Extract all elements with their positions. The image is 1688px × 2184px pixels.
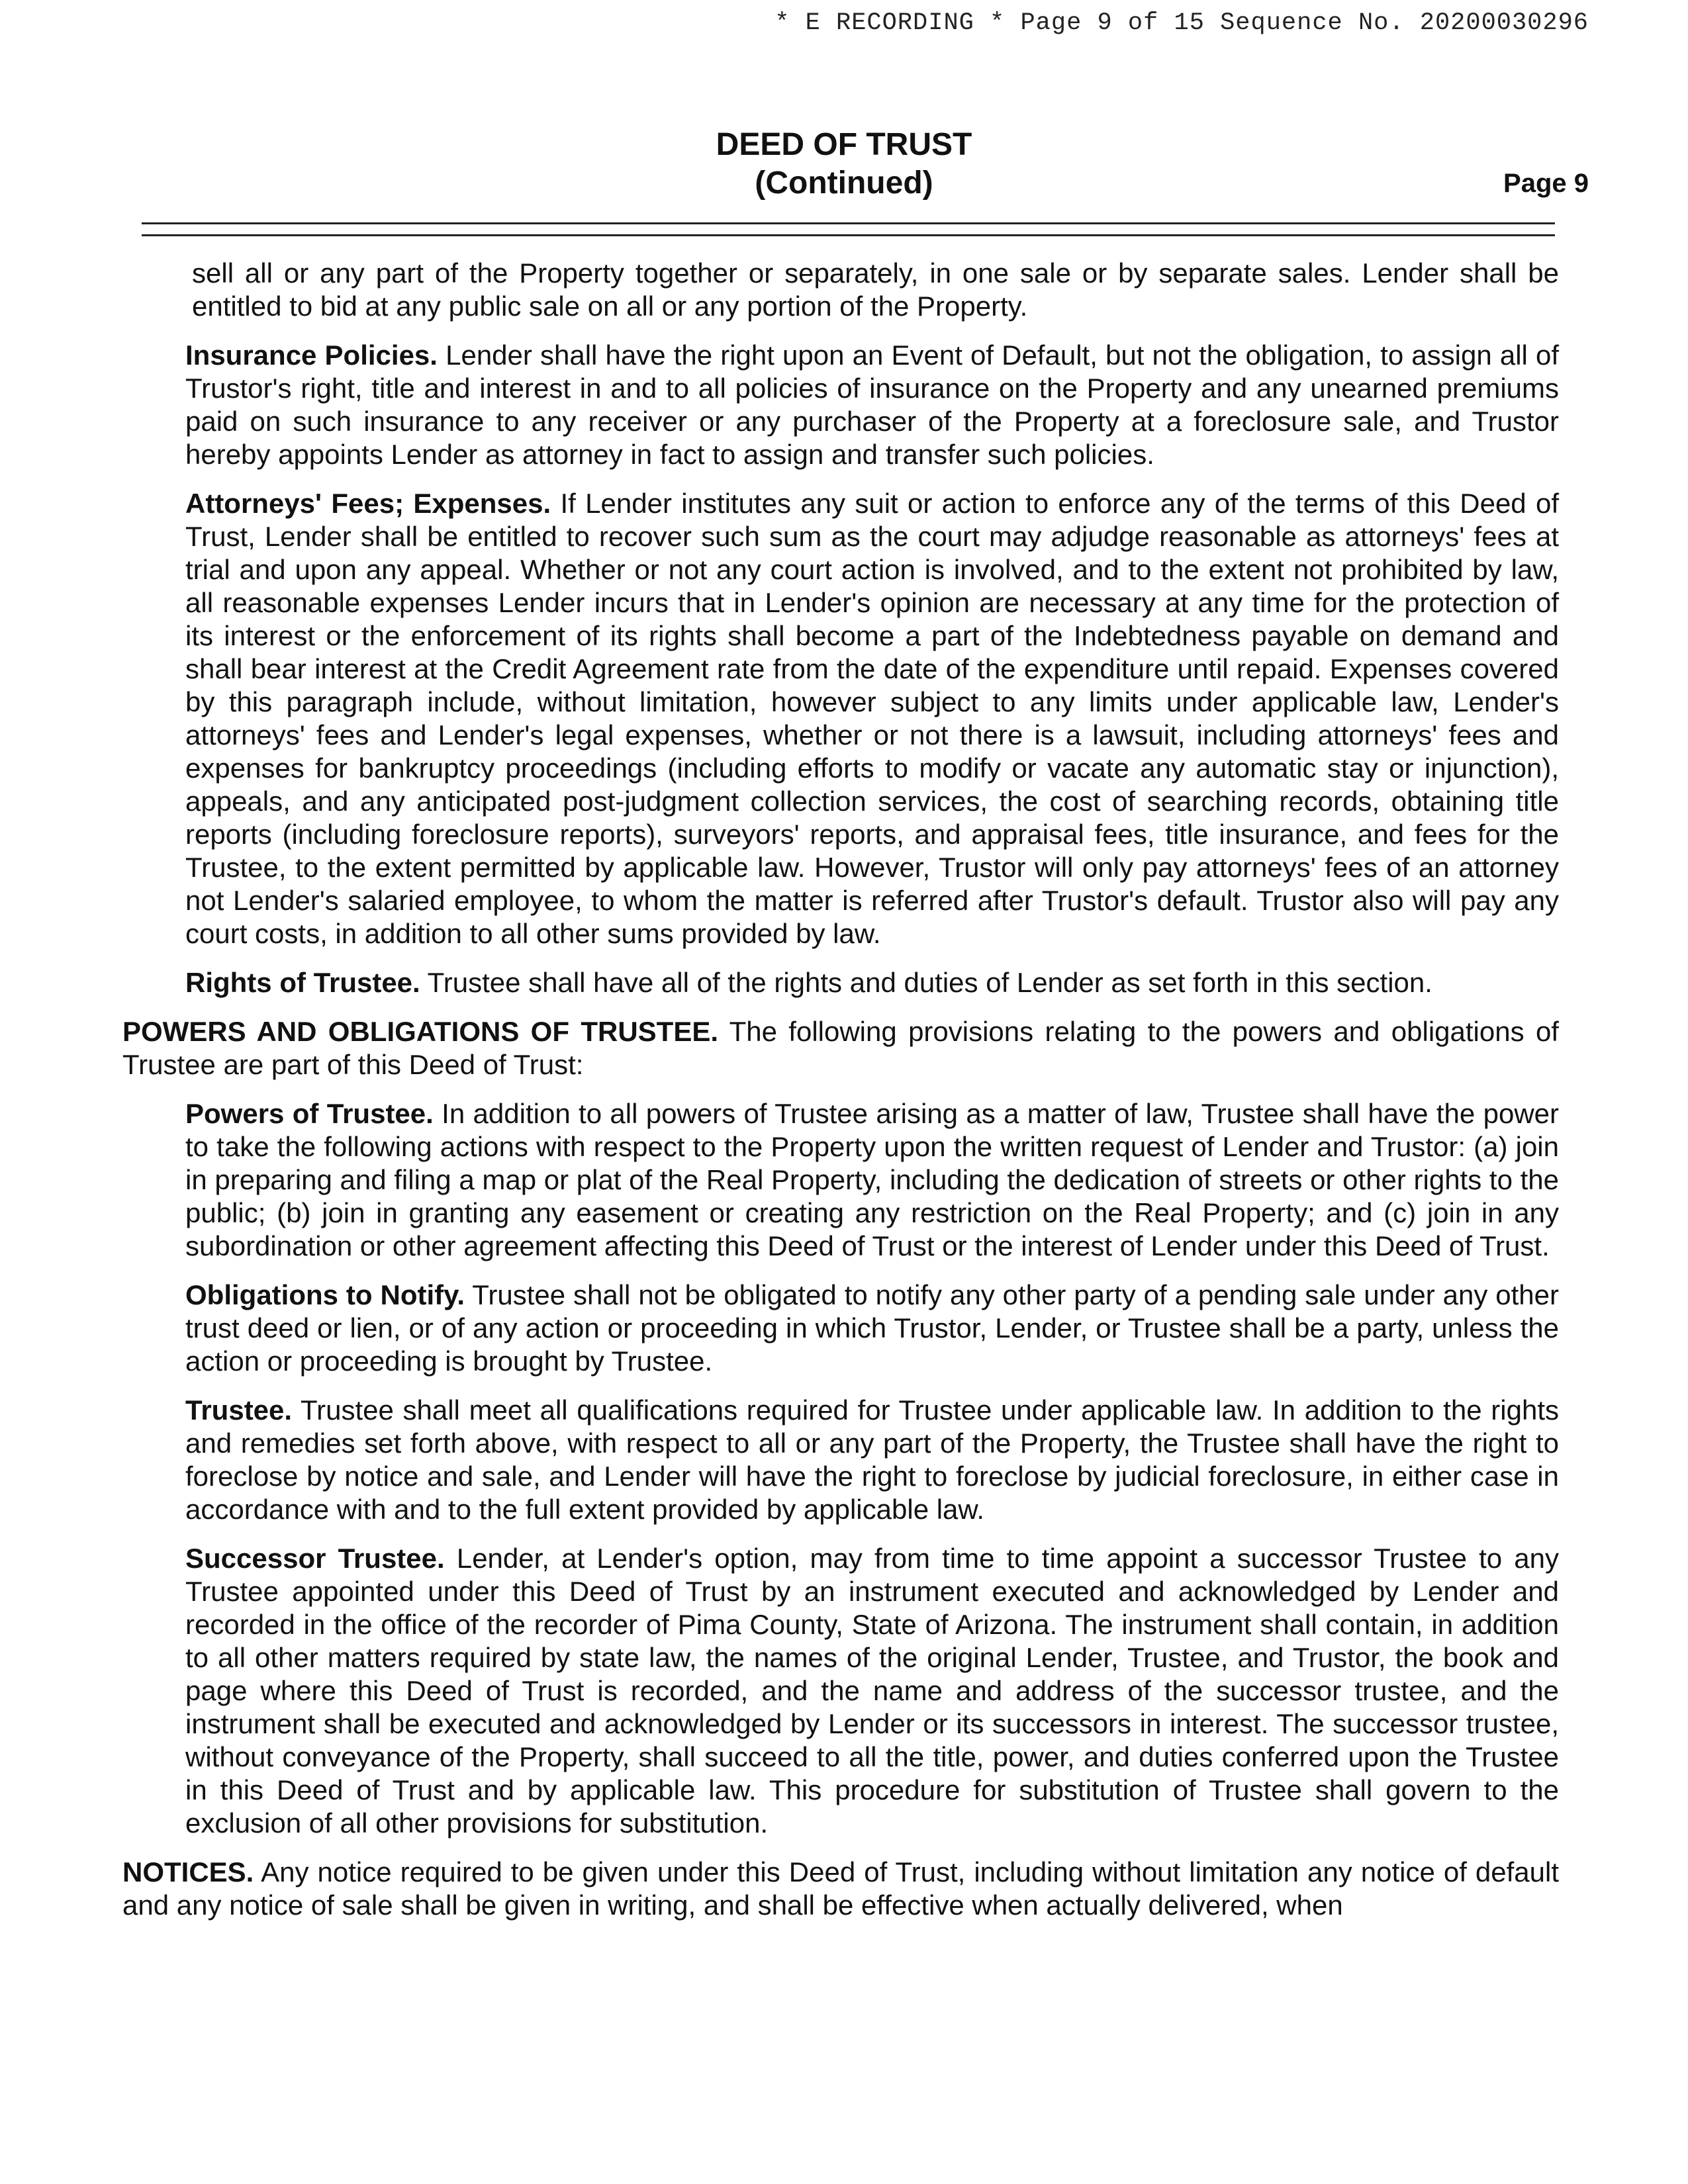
- paragraph-text: In addition to all powers of Trustee arising as a matter of law, Trustee shall have the power to take the following actions with respect to the Property upon the written request of Lender and Trustor: (a) join in preparing and filing a map or plat of the Real Property, including the dedication of streets or other rights to the public; (b) join in granting any easement or creating any restriction on the Real Property; and (c) join in any subordination or other agreement affecting this Deed of Trust or the interest of Lender under this Deed of Trust.: [185, 1098, 1559, 1261]
- document-body: [122, 257, 1559, 1938]
- paragraph-text: Trustee shall have all of the rights and duties of Lender as set forth in this section.: [427, 967, 1432, 998]
- page-number: Page 9: [1503, 169, 1589, 198]
- paragraph-text: Trustee shall meet all qualifications required for Trustee under applicable law. In addition to the rights and remedies set forth above, with respect to all or any part of the Property, the Trustee shall have the right to foreclose by notice and sale, and Lender will have the right to foreclose by judicial foreclosure, in either case in accordance with and to the full extent provided by applicable law.: [185, 1394, 1559, 1525]
- section-heading: NOTICES.: [122, 1856, 254, 1888]
- section-heading: Rights of Trustee.: [185, 967, 420, 998]
- section-heading: POWERS AND OBLIGATIONS OF TRUSTEE.: [122, 1016, 719, 1047]
- rights-of-trustee-paragraph: [122, 966, 1559, 999]
- recording-stamp: * E RECORDING * Page 9 of 15 Sequence No. 20200030296: [774, 9, 1589, 37]
- section-heading: Obligations to Notify.: [185, 1279, 465, 1310]
- paragraph-text: Trustee shall not be obligated to notify any other party of a pending sale under any other trust deed or lien, or of any action or proceeding in which Trustor, Lender, or Trustee shall be a party, unless the action or proceeding is brought by Trustee.: [185, 1279, 1559, 1377]
- attorneys-fees-paragraph: [122, 487, 1559, 950]
- paragraph-text: sell all or any part of the Property together or separately, in one sale or by separate sales. Lender shall be entitled to bid at any public sale on all or any portion of the Property.: [192, 257, 1559, 322]
- successor-trustee-paragraph: [122, 1542, 1559, 1840]
- section-heading: Attorneys' Fees; Expenses.: [185, 488, 551, 519]
- paragraph-text: The following provisions relating to the powers and obligations of Trustee are part of this Deed of Trust:: [122, 1016, 1559, 1080]
- notices-section: [122, 1856, 1559, 1922]
- obligations-to-notify-paragraph: [122, 1279, 1559, 1378]
- continued-paragraph: [122, 257, 1559, 323]
- powers-obligations-section: [122, 1015, 1559, 1081]
- document-title-block: [0, 126, 1688, 203]
- header-rule-top: [142, 222, 1555, 224]
- insurance-policies-paragraph: [122, 339, 1559, 471]
- section-heading: Insurance Policies.: [185, 340, 438, 371]
- paragraph-text: Lender shall have the right upon an Event of Default, but not the obligation, to assign all of Trustor's right, title and interest in and to all policies of insurance on the Property and any unearned premiums paid on such insurance to any receiver or any purchaser of the Property at a foreclosure sale, and Trustor hereby appoints Lender as attorney in fact to assign and transfer such policies.: [185, 340, 1560, 470]
- header-rule-bottom: [142, 234, 1555, 236]
- paragraph-text: Any notice required to be given under this Deed of Trust, including without limitation any notice of default and any notice of sale shall be given in writing, and shall be effective when actually delivered, when: [122, 1856, 1559, 1921]
- section-heading: Trustee.: [185, 1394, 293, 1426]
- section-heading: Successor Trustee.: [185, 1543, 445, 1574]
- section-heading: Powers of Trustee.: [185, 1098, 434, 1129]
- powers-of-trustee-paragraph: [122, 1097, 1559, 1263]
- trustee-paragraph: [122, 1394, 1559, 1526]
- document-title: DEED OF TRUST: [716, 127, 972, 162]
- paragraph-text: Lender, at Lender's option, may from time to time appoint a successor Trustee to any Trustee appointed under this Deed of Trust by an instrument executed and acknowledged by Lender and recorded in the office of the recorder of Pima County, State of Arizona. The instrument shall contain, in addition to all other matters required by state law, the names of the original Lender, Trustee, and Trustor, the book and page where this Deed of Trust is recorded, and the name and address of the successor trustee, and the instrument shall be executed and acknowledged by Lender or its successors in interest. The successor trustee, without conveyance of the Property, shall succeed to all the title, power, and duties conferred upon the Trustee in this Deed of Trust and by applicable law. This procedure for substitution of Trustee shall govern to the exclusion of all other provisions for substitution.: [185, 1543, 1560, 1839]
- paragraph-text: If Lender institutes any suit or action to enforce any of the terms of this Deed of Trust, Lender shall be entitled to recover such sum as the court may adjudge reasonable as attorneys' fees at trial and upon any appeal. Whether or not any court action is involved, and to the extent not prohibited by law, all reasonable expenses Lender incurs that in Lender's opinion are necessary at any time for the protection of its interest or the enforcement of its rights shall become a part of the Indebtedness payable on demand and shall bear interest at the Credit Agreement rate from the date of the expenditure until repaid. Expenses covered by this paragraph include, without limitation, however subject to any limits under applicable law, Lender's attorneys' fees and Lender's legal expenses, whether or not there is a lawsuit, including attorneys' fees and expenses for bankruptcy proceedings (including efforts to modify or vacate any automatic stay or injunction), appeals, and any anticipated post-judgment collection services, the cost of searching records, obtaining title reports (including foreclosure reports), surveyors' reports, and appraisal fees, title insurance, and fees for the Trustee, to the extent permitted by applicable law. However, Trustor will only pay attorneys' fees of an attorney not Lender's salaried employee, to whom the matter is referred after Trustor's default. Trustor also will pay any court costs, in addition to all other sums provided by law.: [185, 488, 1560, 949]
- document-subtitle: (Continued): [755, 165, 933, 201]
